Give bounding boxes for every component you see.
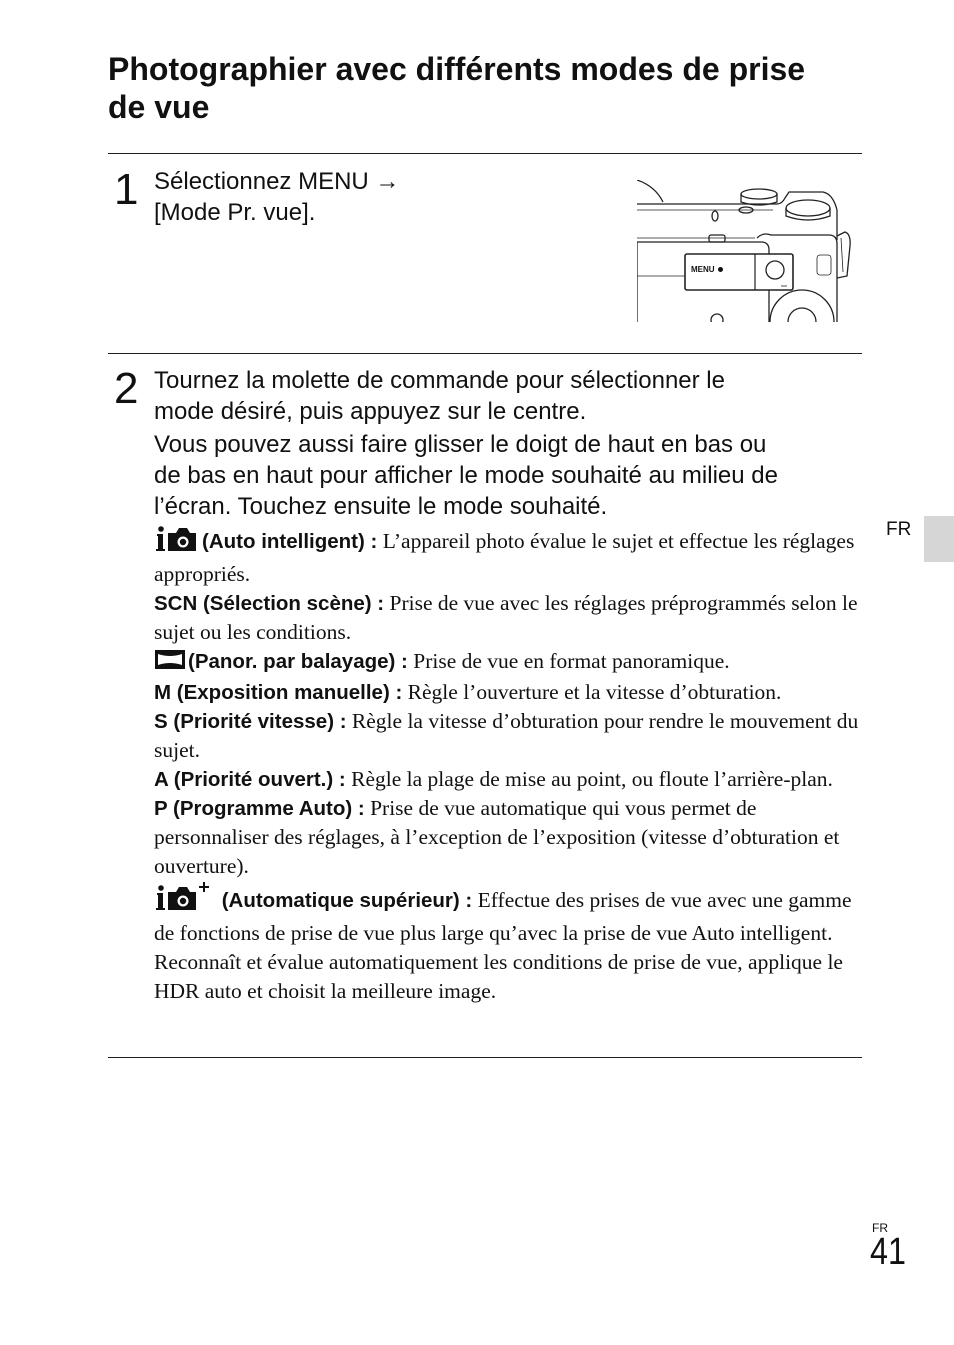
section-tab-label: FR — [886, 519, 912, 540]
divider — [108, 153, 862, 154]
menu-button-dot — [718, 267, 723, 272]
step-line: [Mode Pr. vue]. — [154, 199, 316, 226]
mode-item — [154, 881, 860, 1006]
panorama-icon — [154, 648, 186, 678]
mode-label: (Auto intelligent) : — [202, 530, 378, 553]
mode-label: A (Priorité ouvert.) : — [154, 768, 346, 791]
section-tab — [924, 516, 954, 562]
mode-description: Effectue des prises de vue avec une gamme de fonctions de prise de vue plus large qu’avec la prise de vue Auto intelligent. Reconnaît et évalue automatiquement les conditions de prise de vue, applique le HDR auto et choisit la meilleure image. — [154, 888, 852, 1003]
mode-description: Règle l’ouverture et la vitesse d’obturation. — [402, 680, 782, 704]
step-line: Tournez la molette de commande pour sélectionner le — [154, 367, 725, 394]
page-language: FR — [872, 1221, 888, 1235]
mode-description: Règle la plage de mise au point, ou floute l’arrière-plan. — [345, 767, 833, 791]
step-2-text — [154, 365, 860, 522]
divider — [108, 353, 862, 354]
page-number: 41 — [870, 1231, 906, 1273]
camera-back-illustration — [637, 180, 855, 322]
mode-description: L’appareil photo évalue le sujet et effectue les réglages appropriés. — [154, 529, 855, 586]
mode-label: S (Priorité vitesse) : — [154, 710, 347, 733]
mode-item — [154, 794, 860, 881]
mode-label: P (Programme Auto) : — [154, 797, 365, 820]
mode-list — [154, 524, 860, 1006]
mode-item — [154, 707, 860, 765]
step-line: Sélectionnez MENU → — [154, 168, 400, 195]
step-line: Vous pouvez aussi faire glisser le doigt de haut en bas ou — [154, 431, 767, 458]
mode-description: Prise de vue en format panoramique. — [407, 649, 730, 673]
step-line: de bas en haut pour afficher le mode souhaité au milieu de — [154, 462, 778, 489]
step-1-text — [154, 166, 399, 228]
mode-label: SCN (Sélection scène) : — [154, 592, 385, 615]
step-line: l’écran. Touchez ensuite le mode souhaité. — [154, 493, 608, 520]
mode-item — [154, 524, 860, 589]
mode-label: (Panor. par balayage) : — [188, 650, 408, 673]
mode-description: Règle la vitesse d’obturation pour rendre le mouvement du sujet. — [154, 709, 859, 762]
step-number: 1 — [114, 165, 139, 214]
mode-item — [154, 678, 860, 707]
mode-description: Prise de vue automatique qui vous permet de personnaliser des réglages, à l’exception de l’exposition (vitesse d’obturation et ouverture). — [154, 796, 840, 878]
mode-description: Prise de vue avec les réglages préprogrammés selon le sujet ou les conditions. — [154, 591, 858, 644]
mode-item — [154, 589, 860, 647]
menu-button-label: MENU — [691, 265, 715, 274]
step-number: 2 — [114, 364, 139, 413]
superior-auto-icon — [154, 881, 212, 919]
mode-item — [154, 765, 860, 794]
divider — [108, 1057, 862, 1058]
mode-item — [154, 647, 860, 678]
mode-label: (Automatique supérieur) : — [216, 889, 473, 912]
mode-label: M (Exposition manuelle) : — [154, 681, 403, 704]
step-line: mode désiré, puis appuyez sur le centre. — [154, 398, 587, 425]
page-title: Photographier avec différents modes de prise de vue — [108, 51, 806, 125]
intelligent-auto-icon — [154, 524, 198, 560]
